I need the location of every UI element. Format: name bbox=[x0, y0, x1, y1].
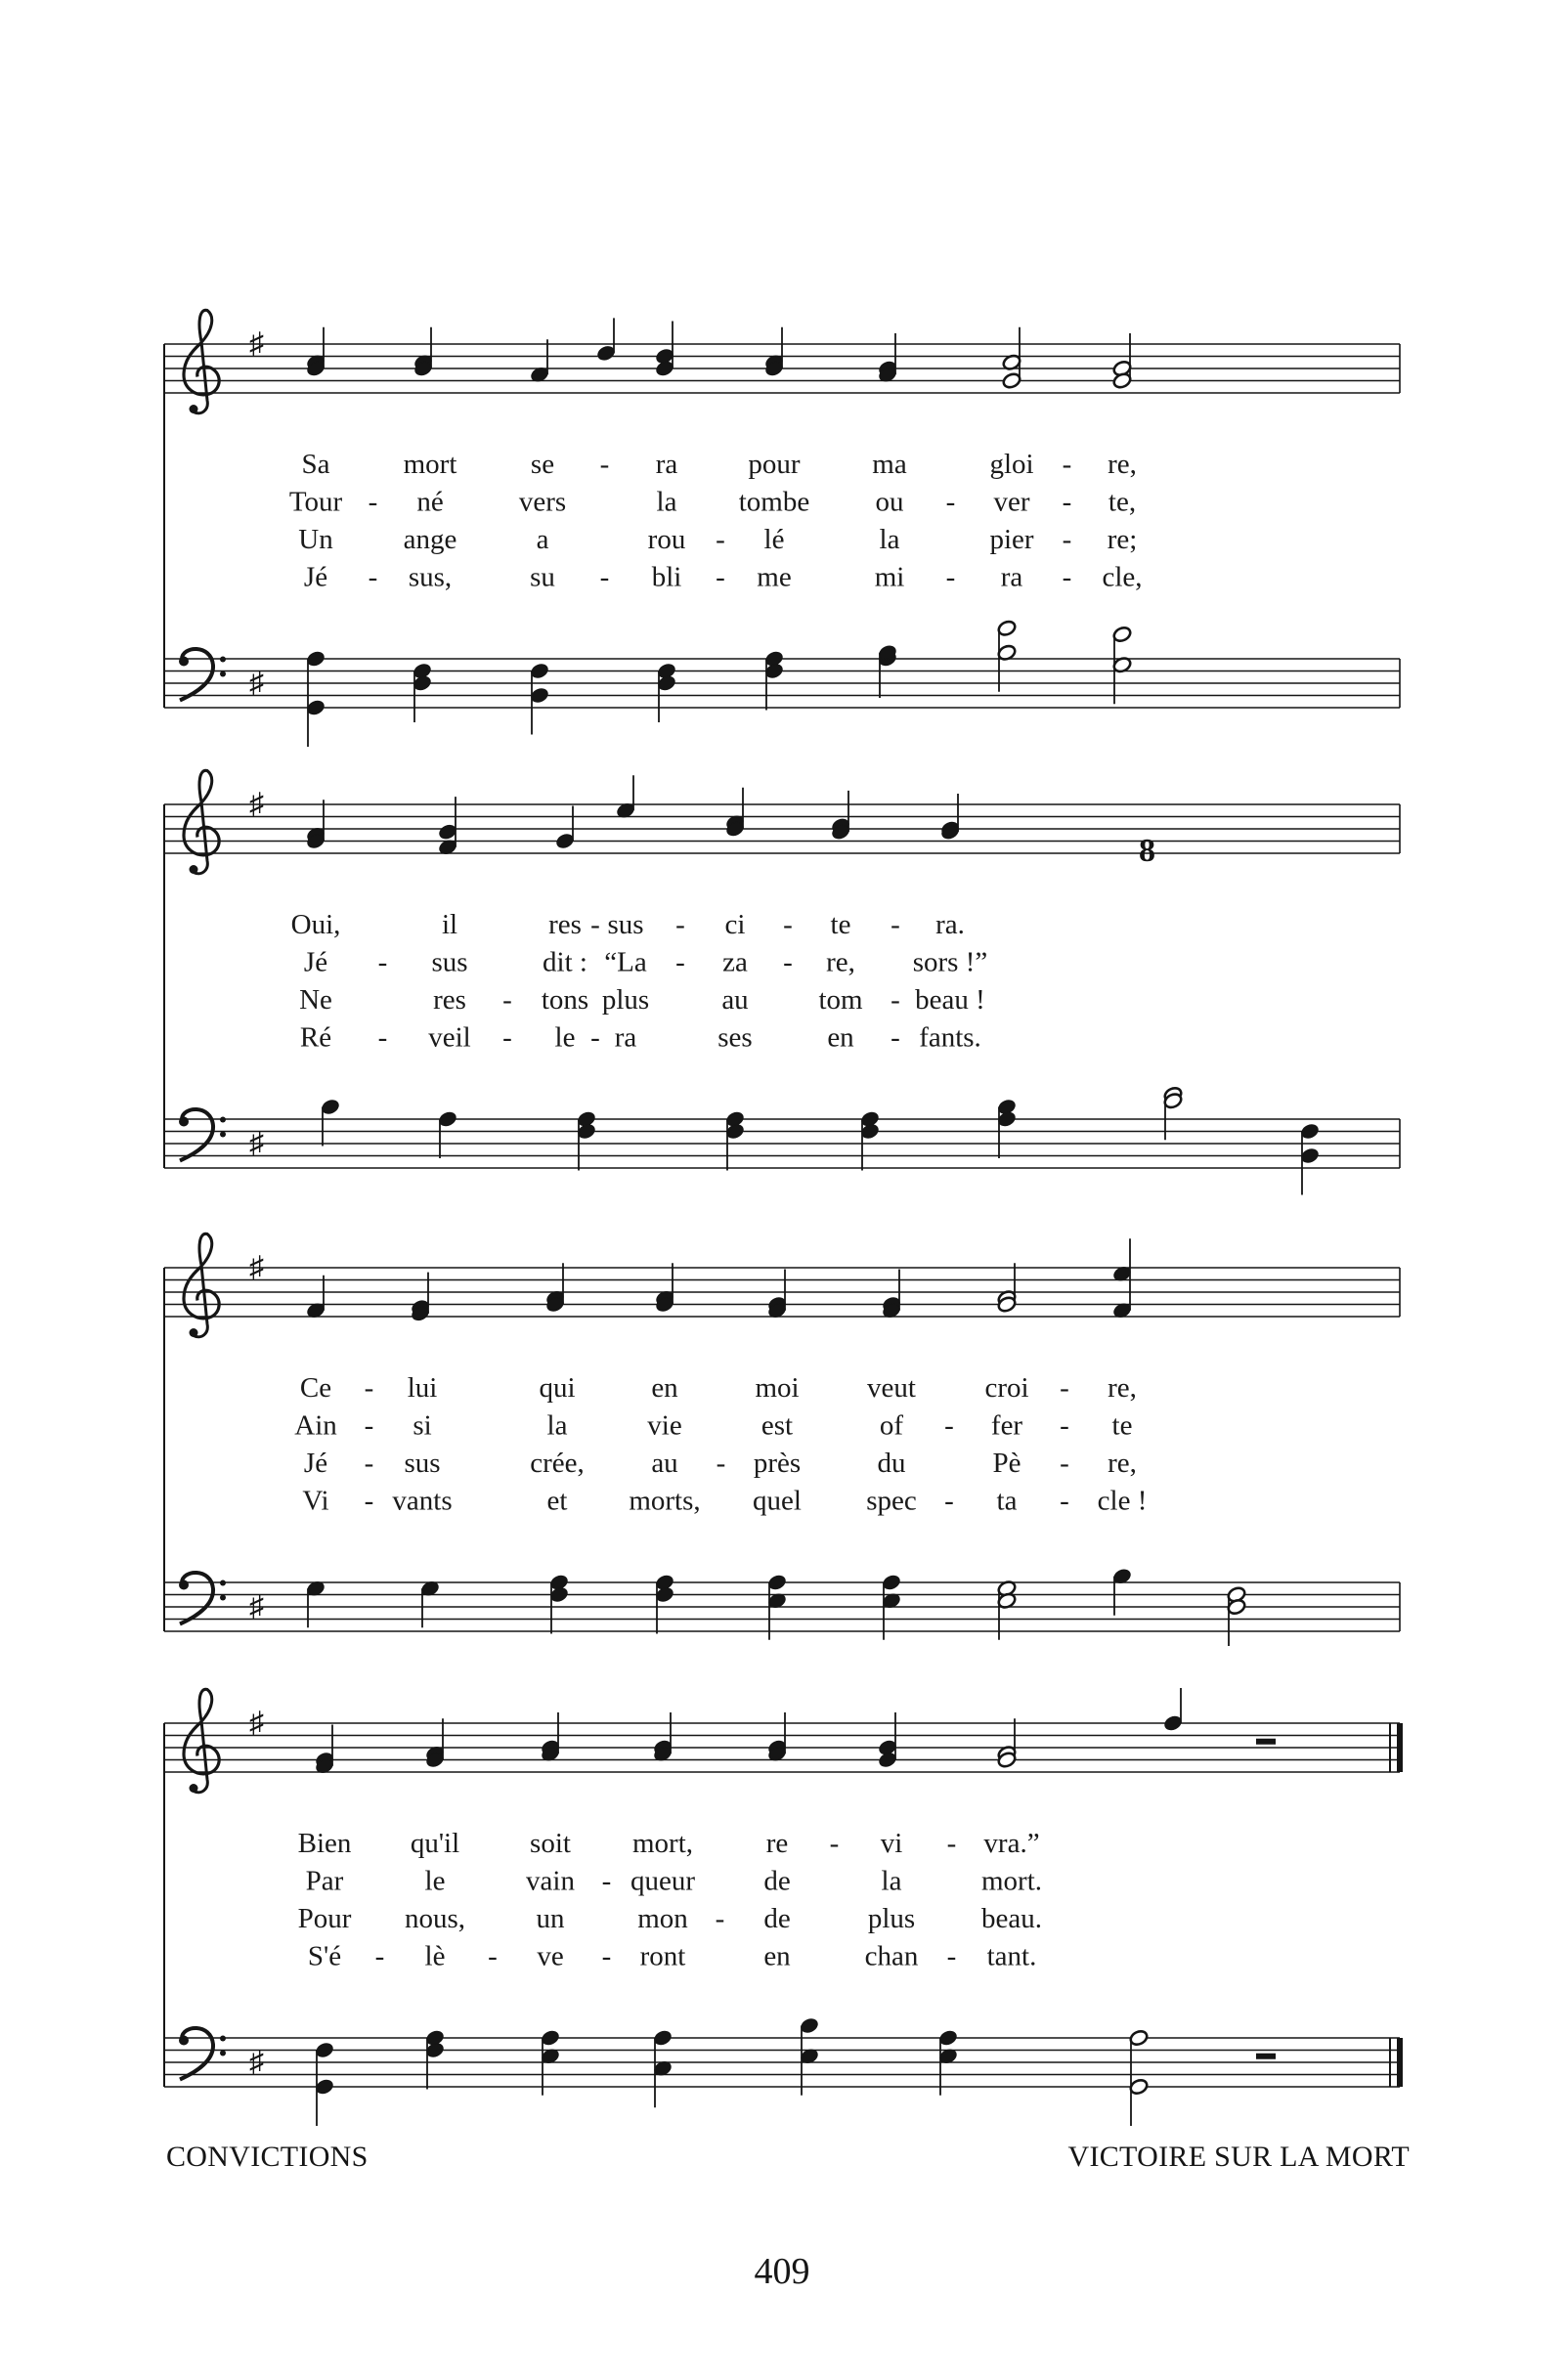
lyric-hyphen: - bbox=[891, 984, 900, 1016]
lyric-syllable: re, bbox=[1108, 1448, 1137, 1479]
score-layer bbox=[164, 310, 1400, 2126]
lyric-syllable: vra.” bbox=[983, 1828, 1040, 1859]
lyric-syllable: ci bbox=[724, 909, 746, 940]
sharp-key-signature: ♯ bbox=[249, 1590, 264, 1623]
lyric-syllable: lè bbox=[424, 1940, 446, 1972]
lyric-hyphen: - bbox=[601, 1865, 612, 1897]
lyric-syllable: cle ! bbox=[1097, 1485, 1148, 1517]
lyric-syllable: du bbox=[877, 1448, 906, 1479]
lyric-syllable: res bbox=[548, 909, 582, 940]
lyric-syllable: ta bbox=[996, 1485, 1018, 1517]
lyric-hyphen: - bbox=[783, 946, 793, 978]
lyric-syllable: mon bbox=[637, 1903, 688, 1934]
lyric-syllable: Ain bbox=[294, 1409, 337, 1442]
lyric-syllable: en bbox=[651, 1372, 678, 1404]
lyric-hyphen: - bbox=[891, 1021, 900, 1054]
lyric-hyphen: - bbox=[502, 984, 512, 1016]
lyric-syllable: ma bbox=[872, 449, 907, 480]
lyric-syllable: beau. bbox=[981, 1903, 1042, 1934]
system-4 bbox=[164, 1688, 1400, 2126]
lyric-syllable: ra bbox=[655, 449, 678, 480]
bass-staff bbox=[164, 2016, 1400, 2126]
lyric-hyphen: - bbox=[364, 1448, 374, 1479]
sharp-key-signature: ♯ bbox=[249, 1251, 264, 1283]
lyric-hyphen: - bbox=[377, 1021, 388, 1054]
lyric-syllable: ver bbox=[993, 486, 1030, 518]
lyric-hyphen: - bbox=[601, 1940, 612, 1972]
lyric-syllable: nous, bbox=[404, 1903, 466, 1934]
lyric-syllable: sors !” bbox=[912, 946, 988, 978]
lyric-syllable: et bbox=[546, 1485, 568, 1517]
lyric-syllable: sus bbox=[607, 909, 644, 940]
lyric-syllable: ra bbox=[1000, 561, 1023, 593]
lyric-hyphen: - bbox=[502, 1021, 512, 1054]
lyric-hyphen: - bbox=[1062, 449, 1072, 480]
lyric-syllable: la bbox=[881, 1865, 902, 1897]
lyric-syllable: soit bbox=[530, 1828, 571, 1859]
lyric-syllable: croi bbox=[984, 1372, 1029, 1404]
lyric-syllable: Jé bbox=[303, 1448, 328, 1479]
lyric-syllable: a bbox=[536, 524, 549, 555]
lyric-syllable: ra. bbox=[935, 909, 965, 940]
lyric-hyphen: - bbox=[945, 561, 956, 593]
lyric-syllable: za bbox=[722, 946, 748, 978]
lyric-line bbox=[294, 1410, 1132, 1442]
lyric-syllable: re, bbox=[1108, 449, 1137, 480]
lyric-syllable: res bbox=[433, 984, 466, 1016]
treble-staff bbox=[164, 1238, 1400, 1322]
lyric-hyphen: - bbox=[1062, 561, 1072, 593]
lyric-syllable: me bbox=[757, 561, 792, 593]
lyric-syllable: spec bbox=[866, 1485, 917, 1517]
lyric-syllable: crée, bbox=[530, 1448, 585, 1479]
lyric-syllable: of bbox=[879, 1409, 904, 1442]
lyric-syllable: Ré bbox=[299, 1021, 332, 1054]
lyric-syllable: près bbox=[753, 1448, 802, 1479]
lyric-hyphen: - bbox=[716, 1448, 726, 1479]
lyric-hyphen: - bbox=[1060, 1409, 1069, 1442]
lyric-hyphen: - bbox=[716, 561, 725, 593]
lyric-hyphen: - bbox=[715, 1903, 725, 1934]
lyric-syllable: Un bbox=[298, 524, 333, 555]
lyric-hyphen: - bbox=[945, 486, 956, 518]
footer-title: VICTOIRE SUR LA MORT bbox=[1067, 2141, 1410, 2173]
bass-clef-icon bbox=[179, 1109, 226, 1161]
lyric-syllable: re, bbox=[826, 946, 855, 978]
lyric-line bbox=[302, 449, 1137, 480]
lyric-hyphen: - bbox=[368, 561, 378, 593]
lyric-syllable: mort bbox=[403, 449, 457, 480]
lyric-line bbox=[304, 562, 1143, 593]
lyric-syllable: dit : bbox=[543, 946, 587, 978]
lyric-syllable: ra bbox=[614, 1021, 637, 1054]
lyric-line bbox=[308, 1941, 1036, 1972]
lyric-syllable: chan bbox=[864, 1940, 919, 1972]
lyric-syllable: Vi bbox=[302, 1485, 329, 1517]
lyric-hyphen: - bbox=[675, 946, 685, 978]
lyric-hyphen: - bbox=[590, 909, 600, 940]
lyric-syllable: Pè bbox=[992, 1448, 1021, 1479]
lyric-syllable: cle, bbox=[1102, 561, 1143, 593]
lyric-syllable: la bbox=[656, 486, 677, 518]
lyric-line bbox=[306, 1866, 1042, 1897]
lyric-hyphen: - bbox=[377, 946, 388, 978]
lyric-hyphen: - bbox=[1060, 1448, 1069, 1479]
lyric-syllable: su bbox=[530, 561, 555, 593]
lyric-syllable: Ne bbox=[299, 984, 332, 1016]
lyric-hyphen: - bbox=[599, 561, 610, 593]
bass-staff bbox=[164, 1567, 1400, 1646]
lyric-hyphen: - bbox=[716, 524, 725, 555]
page-number: 409 bbox=[754, 2251, 810, 2292]
bass-clef-icon bbox=[179, 649, 226, 701]
lyric-hyphen: - bbox=[946, 1828, 957, 1859]
lyric-syllable: Sa bbox=[301, 449, 330, 480]
bass-staff bbox=[164, 619, 1400, 747]
lyric-hyphen: - bbox=[944, 1409, 954, 1442]
lyric-hyphen: - bbox=[1062, 486, 1072, 518]
lyric-syllable: mort, bbox=[631, 1828, 694, 1859]
lyric-syllable: est bbox=[760, 1409, 794, 1442]
lyric-syllable: beau ! bbox=[915, 984, 985, 1016]
lyric-syllable: tom bbox=[818, 984, 863, 1016]
lyric-syllable: le bbox=[424, 1865, 446, 1897]
lyric-line bbox=[304, 1448, 1137, 1479]
bass-staff bbox=[164, 1086, 1400, 1195]
lyric-hyphen: - bbox=[364, 1372, 374, 1404]
footer-category: CONVICTIONS bbox=[166, 2141, 369, 2173]
lyric-syllable: Jé bbox=[303, 561, 328, 593]
sharp-key-signature: ♯ bbox=[249, 667, 264, 699]
lyric-syllable: te bbox=[830, 909, 851, 940]
lyric-syllable: gloi bbox=[989, 449, 1034, 480]
lyric-syllable: quel bbox=[753, 1485, 802, 1517]
lyric-syllable: qu'il bbox=[410, 1828, 460, 1859]
lyric-line bbox=[300, 1372, 1137, 1404]
lyric-syllable: sus, bbox=[408, 561, 453, 593]
lyric-hyphen: - bbox=[891, 909, 900, 940]
lyric-syllable: re, bbox=[1108, 1372, 1137, 1404]
lyric-hyphen: - bbox=[944, 1485, 954, 1517]
lyric-hyphen: - bbox=[1060, 1485, 1069, 1517]
lyric-syllable: queur bbox=[630, 1865, 696, 1897]
lyric-syllable: vie bbox=[647, 1409, 682, 1442]
sharp-key-signature: ♯ bbox=[249, 327, 264, 360]
lyric-syllable: S'é bbox=[307, 1940, 342, 1972]
lyric-line bbox=[299, 984, 985, 1016]
lyric-syllable: tombe bbox=[738, 486, 810, 518]
lyric-syllable: mort. bbox=[980, 1865, 1043, 1897]
lyric-hyphen: - bbox=[1062, 524, 1072, 555]
lyric-hyphen: - bbox=[829, 1828, 840, 1859]
lyric-syllable: Ce bbox=[299, 1372, 332, 1404]
lyric-syllable: plus bbox=[601, 984, 650, 1016]
lyric-line bbox=[298, 1903, 1042, 1934]
lyric-hyphen: - bbox=[1060, 1372, 1069, 1404]
lyric-syllable: en bbox=[827, 1021, 854, 1054]
lyric-hyphen: - bbox=[374, 1940, 385, 1972]
lyric-syllable: Jé bbox=[303, 946, 328, 978]
lyric-line bbox=[302, 1486, 1147, 1517]
system-1 bbox=[164, 310, 1400, 747]
lyric-syllable: ses bbox=[717, 1021, 753, 1054]
lyric-syllable: de bbox=[763, 1865, 791, 1897]
lyric-syllable: se bbox=[530, 449, 555, 480]
sharp-key-signature: ♯ bbox=[249, 1127, 264, 1159]
lyric-syllable: qui bbox=[539, 1372, 576, 1404]
lyric-syllable: Bien bbox=[297, 1828, 352, 1859]
treble-clef-icon bbox=[184, 1689, 219, 1793]
treble-clef-icon bbox=[184, 1233, 219, 1337]
lyric-syllable: un bbox=[536, 1903, 565, 1934]
lyric-syllable: en bbox=[763, 1940, 791, 1972]
lyric-line bbox=[289, 487, 1136, 518]
lyric-syllable: de bbox=[763, 1903, 791, 1934]
lyric-hyphen: - bbox=[368, 486, 378, 518]
lyric-syllable: vants bbox=[392, 1485, 453, 1517]
bass-clef-icon bbox=[179, 2028, 226, 2080]
treble-clef-icon bbox=[184, 310, 219, 413]
lyric-syllable: tons bbox=[541, 984, 589, 1016]
system-3 bbox=[164, 1233, 1400, 1646]
lyric-syllable: re bbox=[765, 1828, 789, 1859]
treble-staff bbox=[164, 1688, 1400, 1775]
lyric-syllable: le bbox=[554, 1021, 576, 1054]
sharp-key-signature: ♯ bbox=[249, 1707, 264, 1739]
lyric-syllable: vers bbox=[518, 486, 567, 518]
half-rest bbox=[1256, 2054, 1276, 2059]
lyric-syllable: ve bbox=[537, 1940, 564, 1972]
lyric-syllable: pier bbox=[989, 524, 1034, 555]
half-rest bbox=[1256, 1739, 1276, 1745]
lyric-syllable: veil bbox=[428, 1021, 471, 1054]
lyric-hyphen: - bbox=[783, 909, 793, 940]
lyric-syllable: re; bbox=[1107, 524, 1138, 555]
lyric-syllable: mi bbox=[874, 561, 905, 593]
lyric-syllable: vi bbox=[880, 1828, 903, 1859]
lyric-syllable: fer bbox=[990, 1409, 1023, 1442]
lyric-syllable: au bbox=[651, 1448, 678, 1479]
lyric-line bbox=[300, 1022, 981, 1054]
lyric-syllable: moi bbox=[755, 1372, 800, 1404]
lyric-syllable: bli bbox=[651, 561, 682, 593]
lyric-syllable: veut bbox=[867, 1372, 916, 1404]
sharp-key-signature: ♯ bbox=[249, 2046, 264, 2078]
bass-clef-icon bbox=[179, 1573, 226, 1624]
lyric-line bbox=[304, 947, 987, 978]
lyric-line bbox=[298, 1828, 1040, 1859]
lyric-syllable: tant. bbox=[986, 1940, 1037, 1972]
lyric-hyphen: - bbox=[946, 1940, 957, 1972]
lyric-hyphen: - bbox=[675, 909, 685, 940]
treble-staff bbox=[164, 318, 1400, 393]
lyric-syllable: te bbox=[1111, 1409, 1133, 1442]
lyric-syllable: si bbox=[413, 1409, 432, 1442]
lyric-syllable: Pour bbox=[297, 1903, 352, 1934]
lyric-syllable: pour bbox=[748, 449, 801, 480]
lyric-syllable: il bbox=[441, 909, 458, 940]
lyric-hyphen: - bbox=[599, 449, 610, 480]
lyric-syllable: Par bbox=[305, 1865, 344, 1897]
lyric-syllable: fants. bbox=[919, 1021, 981, 1054]
lyric-syllable: sus bbox=[431, 946, 468, 978]
sharp-key-signature: ♯ bbox=[249, 788, 264, 820]
lyric-syllable: ront bbox=[639, 1940, 686, 1972]
lyric-syllable: morts, bbox=[629, 1485, 701, 1517]
lyric-syllable: né bbox=[416, 486, 444, 518]
lyric-line bbox=[298, 524, 1137, 555]
lyric-syllable: “La bbox=[604, 946, 647, 978]
lyric-syllable: la bbox=[546, 1409, 568, 1442]
treble-clef-icon bbox=[184, 770, 219, 874]
lyric-syllable: au bbox=[721, 984, 749, 1016]
lyric-syllable: vain bbox=[526, 1865, 575, 1897]
lyric-syllable: ange bbox=[403, 524, 457, 555]
lyric-syllable: Oui, bbox=[290, 909, 341, 940]
lyric-hyphen: - bbox=[364, 1409, 374, 1442]
lyric-syllable: lui bbox=[407, 1372, 438, 1404]
lyric-hyphen: - bbox=[364, 1485, 374, 1517]
lyric-syllable: sus bbox=[404, 1448, 441, 1479]
measure-count: 8 bbox=[1139, 833, 1155, 869]
lyric-syllable: plus bbox=[867, 1903, 916, 1934]
lyric-hyphen: - bbox=[590, 1021, 600, 1054]
treble-staff bbox=[164, 775, 1400, 856]
lyric-hyphen: - bbox=[488, 1940, 498, 1972]
lyric-line bbox=[291, 909, 965, 940]
lyric-syllable: Tour bbox=[288, 486, 343, 518]
lyric-syllable: te, bbox=[1108, 486, 1137, 518]
lyric-syllable: ou bbox=[875, 486, 904, 518]
lyric-syllable: rou bbox=[647, 524, 686, 555]
lyric-syllable: la bbox=[879, 524, 900, 555]
lyric-syllable: lé bbox=[763, 524, 785, 555]
system-2 bbox=[164, 770, 1400, 1194]
